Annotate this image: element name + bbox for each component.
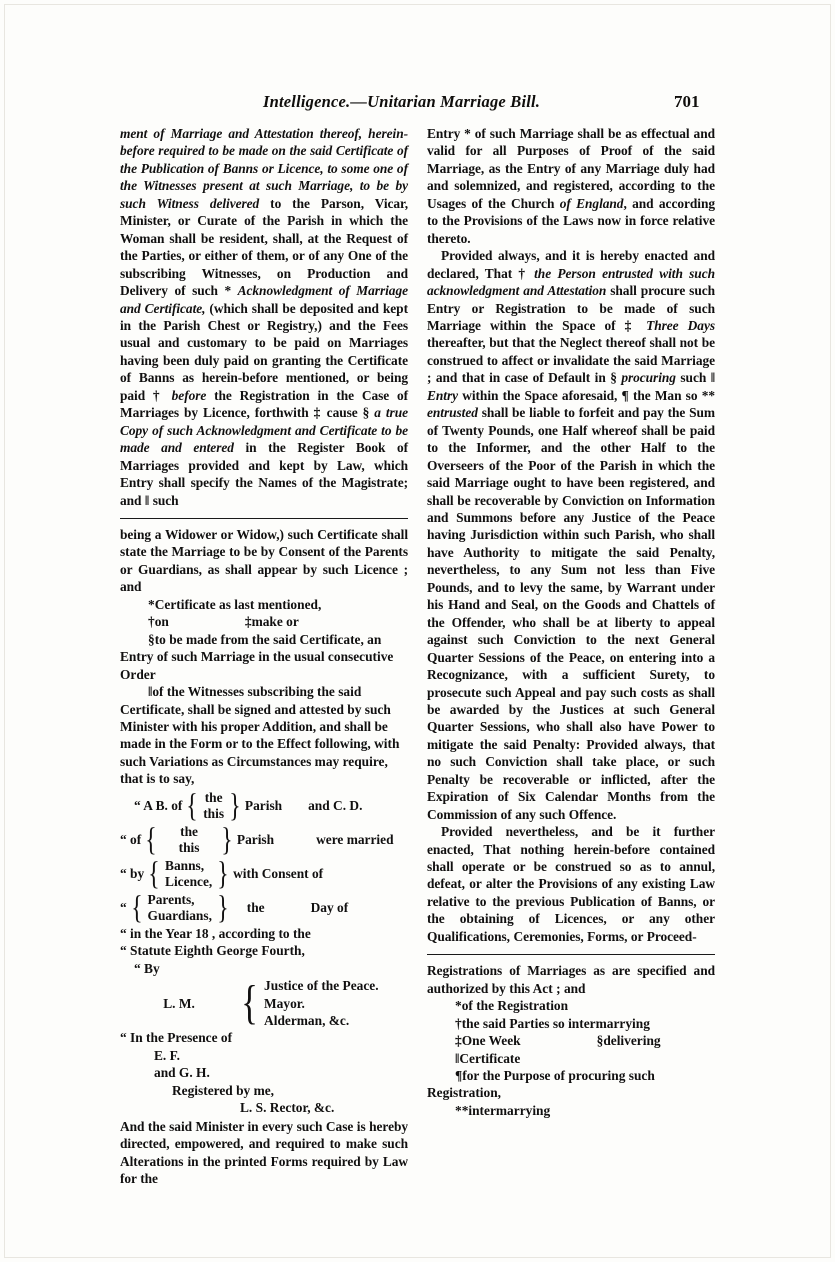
form-row4-tail: the <box>246 900 265 916</box>
footnote-text: the said Parties so intermarrying <box>461 1015 650 1031</box>
left-para-tail: in the Register Book of Marriages provided and kept by Law, which Entry shall specify the Names of the Magistrate; and ‖ such <box>120 440 408 508</box>
right-footnote-rule <box>427 954 715 955</box>
footnote-text: on <box>154 614 169 630</box>
footnote-text-secondary: make or <box>251 614 299 630</box>
right-footnote-intro: Registrations of Marriages as are specified and authorized by this Act ; and <box>427 963 715 996</box>
brace-options <box>162 858 215 890</box>
left-column <box>120 125 408 1187</box>
footnote-marker: ‖ <box>455 1050 460 1066</box>
footnote-marker: † <box>455 1015 462 1031</box>
left-continued-paragraph <box>120 125 408 509</box>
right-column <box>427 125 715 1119</box>
right-p2-d: such ‖ <box>675 370 715 386</box>
signature-row <box>120 977 408 1029</box>
right-p2-italic-procuring: procuring <box>621 370 676 386</box>
officiant-option: Justice of the Peace. <box>264 978 379 994</box>
right-p2-italic-entrusted: entrusted <box>427 405 478 421</box>
right-p1-italic: of England <box>559 195 624 211</box>
brace-left-icon: { <box>241 976 258 1030</box>
form-row4-tail2: Day of <box>310 900 349 916</box>
brace-right-icon: } <box>229 787 241 824</box>
witness-two: and G. H. <box>154 1065 210 1081</box>
officiant-option: Mayor. <box>264 995 305 1011</box>
left-para-roman-opening: to the Parson, Vicar, Minister, or Curate of the Parish in which the Woman shall be resident, shall, at the Request of the Parties, or either of them, or of any One of the subscribing Witnesses, on Production and Delivery of such * <box>120 195 409 299</box>
left-para-italic-opening: ment of Marriage and Attestation thereof, herein-before required to be made on the said Certificate of the Publication of Banns or Licence, to some one of the Witnesses present at such Marriage, to be by such Witness delivered <box>120 126 408 211</box>
signature-initials: L. M. <box>163 995 195 1011</box>
witness-block <box>120 1029 408 1116</box>
footnote-text: Certificate as last mentioned, <box>154 596 322 612</box>
footnote-item <box>120 613 408 630</box>
running-head <box>118 92 718 116</box>
form-row2-tail2: were married <box>316 832 394 848</box>
left-para-true-copy-italic: a true Copy of such Acknowledgment and Certificate to be made and entered <box>120 405 408 456</box>
officiant-options <box>261 977 379 1029</box>
brace-left-icon: { <box>186 787 199 824</box>
officiant-option: Alderman, &c. <box>264 1012 350 1028</box>
footnote-marker: * <box>148 596 155 612</box>
form-row <box>120 823 408 857</box>
brace-right-icon: } <box>217 889 229 926</box>
form-row1-tail2: and C. D. <box>308 798 363 814</box>
marriage-entry-form <box>120 789 408 1117</box>
form-row1-lead: “ A B. of <box>134 798 183 814</box>
footnote-marker: ¶ <box>455 1068 463 1084</box>
footnote-item <box>120 631 408 683</box>
brace-group <box>184 787 243 824</box>
right-p2-a: Provided always, and it is hereby enacted and declared, That † <box>427 248 715 281</box>
form-row1-tail: Parish <box>244 798 283 814</box>
footnote-text: One Week <box>461 1033 521 1049</box>
form-row2-tail: Parish <box>236 832 275 848</box>
footnote-marker: ‖ <box>148 684 153 700</box>
brace-right-icon: } <box>221 821 233 858</box>
form-row <box>120 857 408 891</box>
form-row4-lead: “ <box>120 900 127 916</box>
right-paragraph-three: Provided nevertheless, and be it further enacted, That nothing herein-before contained shall operate or be construed so as to annul, defeat, or alter the Provisions of any existing Law relative to the previous Publication of Banns, or the obtaining of Licences, or any other Qualifications, Ceremonies, Forms, or Proceed- <box>427 824 715 944</box>
form-row3-lead: “ by <box>120 866 145 882</box>
page-number: 701 <box>674 92 700 111</box>
footnote-item <box>427 997 715 1014</box>
rector-line: L. S. Rector, &c. <box>240 1100 335 1116</box>
right-p2-b: shall procure such Entry or Registration to be made of such Marriage within the Space of ‡ <box>427 283 716 333</box>
footnote-item <box>120 596 408 613</box>
form-row6: “ Statute Eighth George Fourth, <box>120 943 305 959</box>
running-head-title: Intelligence.—Unitarian Marriage Bill. <box>263 92 541 111</box>
footnote-item <box>427 1102 715 1119</box>
brace-options <box>200 790 227 822</box>
right-p2-f: shall be liable to forfeit and pay the Sum of Twenty Pounds, one Half whereof shall be paid to the Informer, and the other Half to the Overseers of the Poor of the Parish in which the said Marriage ought to have been registered, and shall be recoverable by Conviction on Information and Summons before any Justice of the Peace having Jurisdiction within such Parish, who shall have Authority to mitigate the said Penalty, nevertheless, to any Sum not less than Five Pounds, and to levy the same, by Warrant under his Hand and Seal, on the Goods and Chattels of the Offender, who shall be at liberty to appeal against such Conviction to the next General Quarter Sessions of the Peace, on entering into a Recognizance, with a sufficient Surety, to prosecute such Appeal and pay such costs as shall be awarded by the Justices at such General Quarter Sessions, who shall also have Power to mitigate the said Penalty: Provided always, that no such Conviction shall take place, or such Penalty be recoverable or inflicted, after the Expiration of Six Calendar Months from the Commission of any such Offence. <box>427 405 715 822</box>
left-footnote-list <box>120 596 408 788</box>
footnote-marker: ‡ <box>455 1033 462 1049</box>
brace-group <box>143 821 235 858</box>
right-p1-part-a: Entry * of such Marriage shall be as effectual and valid for all Purposes of Proof of the said Marriage, as the Entry of any Marriage duly had and solemnized, and registered, according to the Usages of the Church <box>427 126 715 211</box>
brace-option: Parents, <box>147 891 195 907</box>
footnote-marker: † <box>148 614 155 630</box>
form-row5: “ in the Year 18 , according to the <box>120 925 311 941</box>
right-paragraph-two <box>427 247 715 823</box>
brace-option: Banns, <box>165 857 205 873</box>
form-row <box>120 891 408 925</box>
left-para-after-before: the Registration in the Case of Marriages by Licence, forthwith ‡ cause § <box>120 387 408 421</box>
footnote-marker: * <box>455 998 462 1014</box>
footnote-text: intermarrying <box>468 1102 551 1118</box>
footnote-marker: § <box>148 631 155 647</box>
brace-option: the <box>180 823 198 839</box>
footnote-marker: ** <box>455 1102 469 1118</box>
right-p1-part-b: , and according to the Provisions of the Laws now in force relative thereto. <box>427 195 715 246</box>
footnote-marker-secondary: § <box>596 1033 604 1049</box>
left-para-acknowledgment-italic: Acknowledgment of Marriage and Certificate, <box>120 283 408 316</box>
footnote-item <box>120 683 408 788</box>
footnote-text: of the Registration <box>461 998 569 1014</box>
brace-group <box>129 889 231 926</box>
presence-line: “ In the Presence of <box>120 1030 233 1046</box>
brace-left-icon: { <box>145 821 157 858</box>
form-row <box>120 789 408 823</box>
right-p2-italic-entry: Entry <box>427 387 459 403</box>
brace-options <box>159 824 219 856</box>
footnote-item <box>427 1015 715 1032</box>
brace-option: this <box>203 805 225 821</box>
footnote-text: to be made from the said Certificate, an Entry of such Marriage in the usual consecutive Order <box>120 631 394 682</box>
form-row3-tail: with Consent of <box>233 866 324 882</box>
footnote-text-secondary: delivering <box>603 1033 661 1049</box>
brace-option: the <box>204 789 223 805</box>
form-row7: “ By <box>134 960 160 976</box>
footnote-text: of the Witnesses subscribing the said Certificate, shall be signed and attested by such Minister with his proper Addition, and shall be made in the Form or to the Effect following, with such Variations as Circumstances may require, that is to say, <box>120 684 400 787</box>
footnote-item <box>427 1067 715 1102</box>
left-footnote-rule <box>120 518 408 519</box>
right-paragraph-one <box>427 125 715 247</box>
left-para-after-ack: (which shall be deposited and kept in the Parish Chest or Registry,) and the Fees usual and customary to be paid on Marriages having been duly paid on granting the Certificate of Banns as herein-before mentioned, or being paid † <box>120 300 408 403</box>
brace-option: Licence, <box>165 873 213 889</box>
witness-one: E. F. <box>154 1047 180 1063</box>
brace-left-icon: { <box>148 855 160 892</box>
brace-left-icon: { <box>130 889 143 926</box>
left-para-before-italic: before <box>171 387 207 403</box>
brace-options <box>145 892 215 924</box>
form-tail-lines <box>120 925 408 977</box>
brace-right-icon: } <box>217 855 229 892</box>
footnote-item <box>427 1032 715 1049</box>
left-closing-paragraph: And the said Minister in every such Case is hereby directed, empowered, and required to make such Alterations in the printed Forms required by Law for the <box>120 1118 408 1186</box>
brace-option: this <box>178 839 200 855</box>
registered-line: Registered by me, <box>172 1082 275 1098</box>
footnote-text: for the Purpose of procuring such Registration, <box>427 1068 655 1101</box>
footnote-item <box>427 1050 715 1067</box>
left-footnote-intro: being a Widower or Widow,) such Certificate shall state the Marriage to be by Consent of the Parents or Guardians, as shall appear by such Licence ; and <box>120 526 408 595</box>
brace-group <box>146 855 231 892</box>
right-p2-c: thereafter, but that the Neglect thereof shall not be construed to affect or invalidate the said Marriage ; and that in case of Default in § <box>427 335 715 386</box>
right-p2-e: within the Space aforesaid, ¶ the Man so ** <box>458 387 715 403</box>
brace-option: Guardians, <box>147 907 212 923</box>
right-p2-italic-person: the Person entrusted with such acknowledgment and Attestation <box>427 265 715 299</box>
right-footnote-list <box>427 997 715 1119</box>
footnote-text: Certificate <box>459 1050 521 1066</box>
footnote-marker-secondary: ‡ <box>244 614 252 630</box>
right-p2-italic-three-days: Three Days <box>646 317 716 333</box>
form-row2-lead: “ of <box>120 832 142 848</box>
